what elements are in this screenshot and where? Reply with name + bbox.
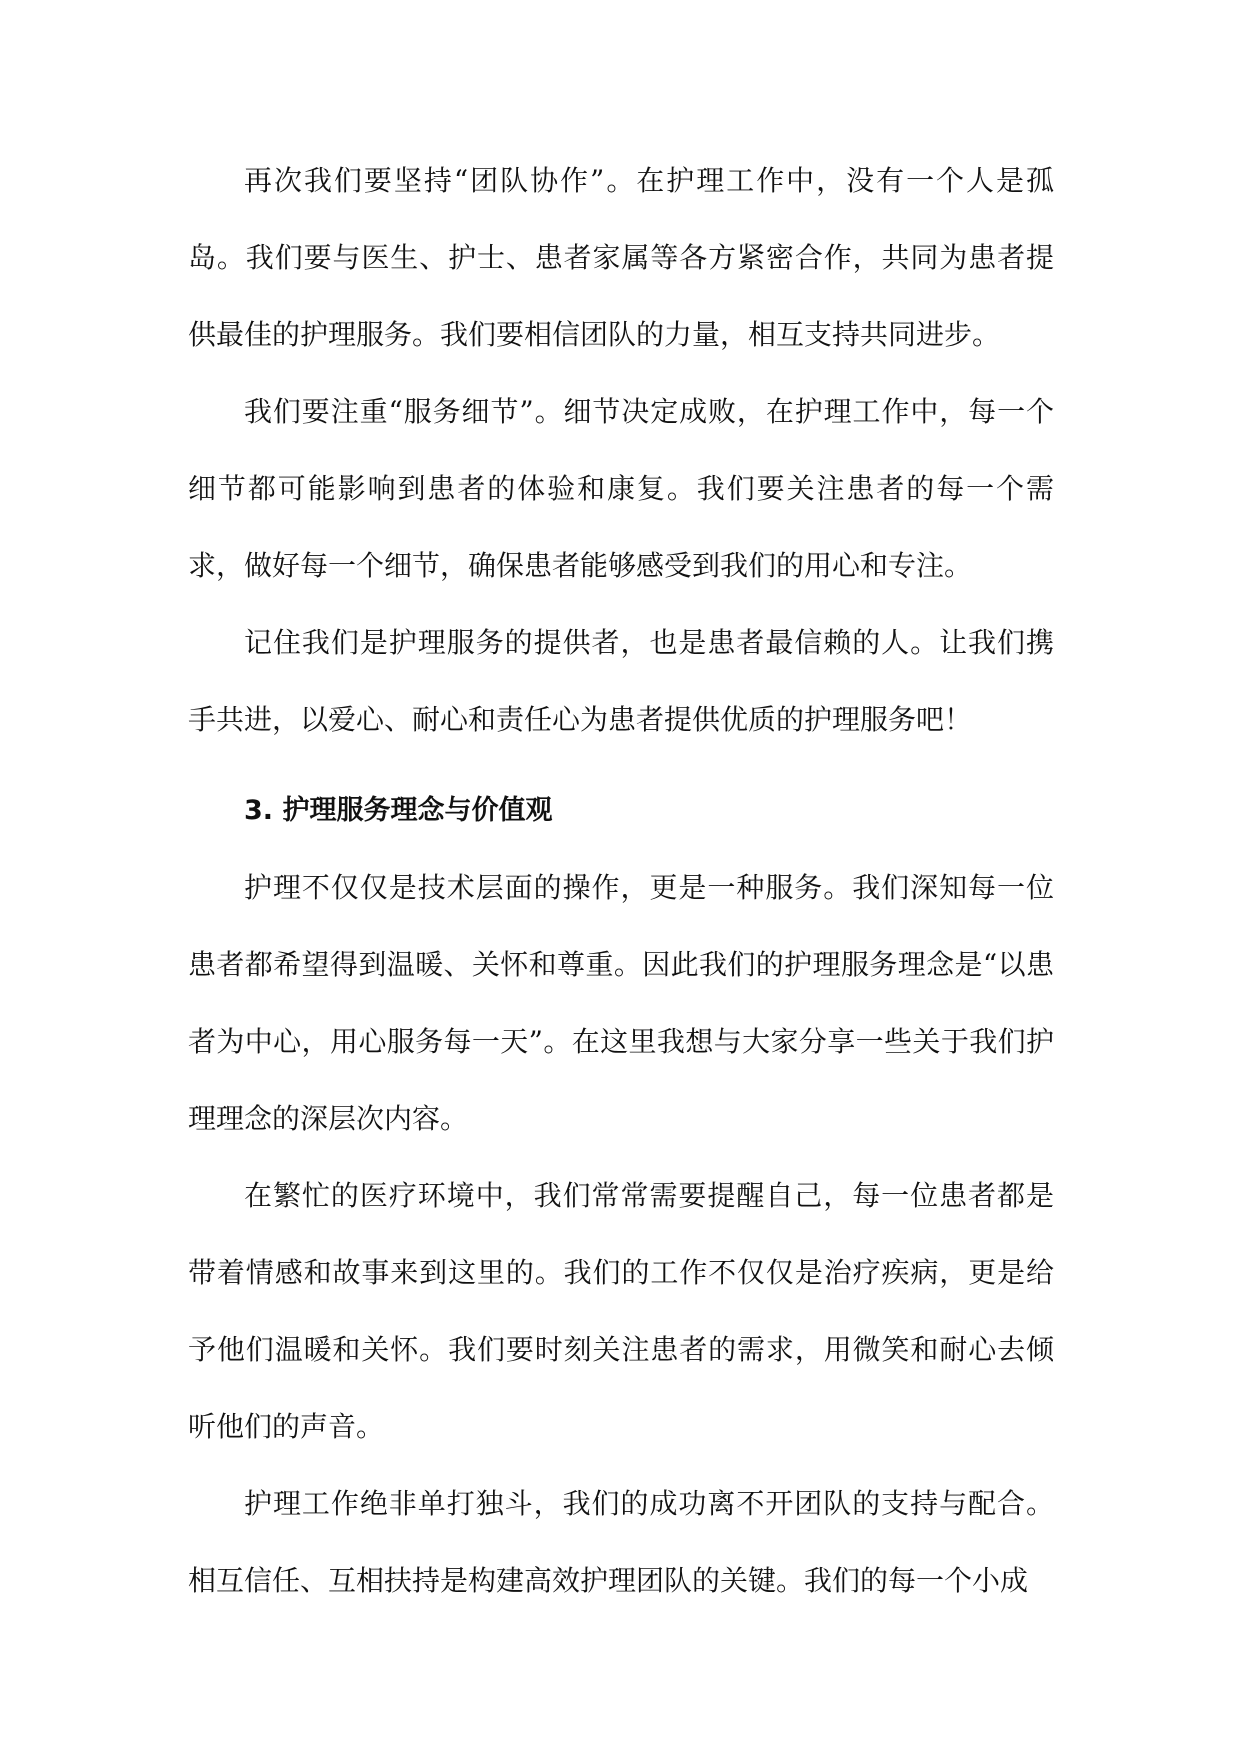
section-heading: 3. 护理服务理念与价值观 [244, 795, 553, 826]
document-body [188, 142, 1054, 1619]
paragraph-team-support: 护理工作绝非单打独斗，我们的成功离不开团队的支持与配合。相互信任、互相扶持是构建高效护理团队的关键。我们的每一个小成 [188, 1487, 1054, 1597]
paragraph-service-philosophy: 护理不仅仅是技术层面的操作，更是一种服务。我们深知每一位患者都希望得到温暖、关怀和尊重。因此我们的护理服务理念是“以患者为中心，用心服务每一天”。在这里我想与大家分享一些关于我们护理理念的深层次内容。 [188, 871, 1054, 1135]
paragraph-service-details: 我们要注重“服务细节”。细节决定成败，在护理工作中，每一个细节都可能影响到患者的体验和康复。我们要关注患者的每一个需求，做好每一个细节，确保患者能够感受到我们的用心和专注。 [188, 395, 1054, 582]
paragraph-team-collaboration: 再次我们要坚持“团队协作”。在护理工作中，没有一个人是孤岛。我们要与医生、护士、患者家属等各方紧密合作，共同为患者提供最佳的护理服务。我们要相信团队的力量，相互支持共同进步。 [188, 164, 1054, 351]
paragraph-trusted-provider: 记住我们是护理服务的提供者，也是患者最信赖的人。让我们携手共进，以爱心、耐心和责任心为患者提供优质的护理服务吧！ [188, 626, 1054, 736]
paragraph-patient-stories: 在繁忙的医疗环境中，我们常常需要提醒自己，每一位患者都是带着情感和故事来到这里的。我们的工作不仅仅是治疗疾病，更是给予他们温暖和关怀。我们要时刻关注患者的需求，用微笑和耐心去倾听他们的声音。 [188, 1179, 1054, 1443]
section-spacer [188, 758, 1054, 772]
